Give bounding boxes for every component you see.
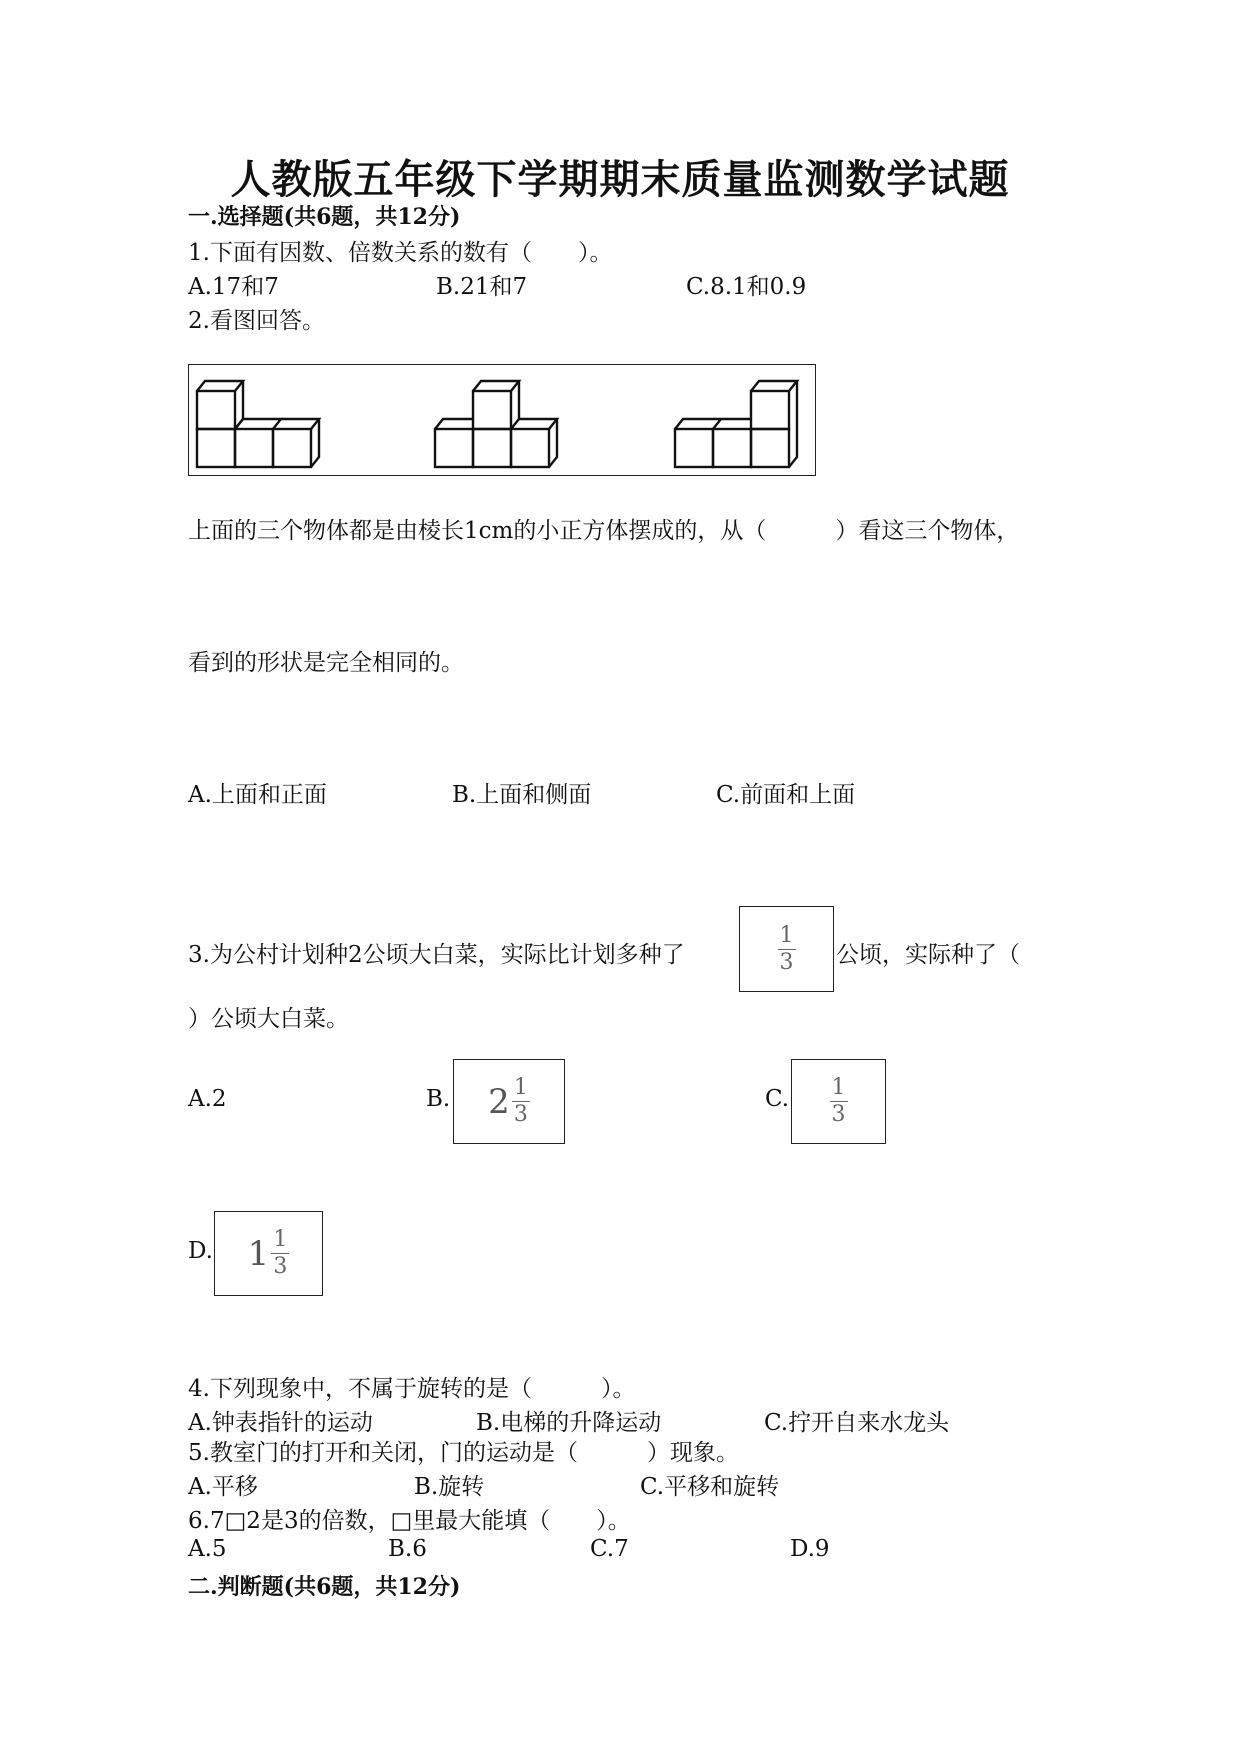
fraction-denominator: 3 xyxy=(273,1254,288,1279)
question-1-option-b: B.21和7 xyxy=(436,274,528,300)
fraction-numerator: 1 xyxy=(273,1227,288,1252)
question-3-option-b-label: B. xyxy=(426,1086,451,1112)
question-1-option-a: A.17和7 xyxy=(188,274,279,300)
question-3-option-b-image xyxy=(453,1059,565,1144)
question-2-option-b: B.上面和侧面 xyxy=(452,782,592,808)
question-3-option-d-label: D. xyxy=(188,1238,213,1264)
question-5-stem: 5.教室门的打开和关闭，门的运动是（ ）现象。 xyxy=(188,1440,739,1466)
question-1-option-c: C.8.1和0.9 xyxy=(686,274,807,300)
cube-figure-box xyxy=(188,364,816,476)
mixed-number-d xyxy=(248,1229,290,1278)
question-6-stem: 6.7□2是3的倍数，□里最大能填（ ）。 xyxy=(188,1508,631,1534)
mixed-whole: 2 xyxy=(488,1081,510,1122)
mixed-number-b xyxy=(488,1077,530,1126)
fraction-denominator: 3 xyxy=(513,1102,528,1127)
cube-group-1 xyxy=(197,381,319,467)
cube-figure xyxy=(189,365,815,475)
question-2-text-1: 上面的三个物体都是由棱长1cm的小正方体摆成的，从（ ）看这三个物体， xyxy=(188,518,1020,544)
fraction-numerator: 1 xyxy=(779,922,794,948)
mixed-whole: 1 xyxy=(247,1233,270,1274)
question-6-option-a: A.5 xyxy=(188,1536,227,1562)
fraction-denominator: 3 xyxy=(831,1102,846,1127)
question-6-option-c: C.7 xyxy=(590,1536,629,1562)
cube-group-2 xyxy=(435,381,557,467)
fraction-one-third xyxy=(830,1077,848,1126)
question-2-stem: 2.看图回答。 xyxy=(188,308,325,334)
question-1-stem: 1.下面有因数、倍数关系的数有（ ）。 xyxy=(188,240,613,266)
question-4-option-b: B.电梯的升降运动 xyxy=(476,1410,662,1436)
question-6-option-d: D.9 xyxy=(790,1536,830,1562)
fraction-numerator: 1 xyxy=(513,1075,528,1100)
question-3-option-a: A.2 xyxy=(188,1086,227,1112)
mixed-fraction xyxy=(512,1077,530,1126)
question-2-text-2: 看到的形状是完全相同的。 xyxy=(188,650,464,676)
question-5-option-c: C.平移和旋转 xyxy=(640,1474,780,1500)
fraction-one-third xyxy=(778,922,796,975)
question-4-option-c: C.拧开自来水龙头 xyxy=(764,1410,950,1436)
question-3-option-c-label: C. xyxy=(765,1086,790,1112)
question-3-fraction-image xyxy=(739,906,834,992)
question-5-option-a: A.平移 xyxy=(188,1474,258,1500)
question-2-option-c: C.前面和上面 xyxy=(716,782,856,808)
question-3-stem-part2: 公顷，实际种了（ xyxy=(836,942,1020,968)
section-heading-choice: 一.选择题(共6题，共12分) xyxy=(188,204,461,230)
question-3-option-d-image xyxy=(214,1211,323,1296)
question-2-option-a: A.上面和正面 xyxy=(188,782,327,808)
page-title: 人教版五年级下学期期末质量监测数学试题 xyxy=(230,156,1010,203)
question-3-option-c-image xyxy=(791,1059,886,1144)
question-3-stem-part1: 3.为公村计划种2公顷大白菜，实际比计划多种了 xyxy=(188,942,685,968)
fraction-denominator: 3 xyxy=(779,949,794,975)
question-4-stem: 4.下列现象中，不属于旋转的是（ ）。 xyxy=(188,1376,636,1402)
section-heading-judge: 二.判断题(共6题，共12分) xyxy=(188,1574,461,1600)
question-3-stem-line2: ）公顷大白菜。 xyxy=(188,1006,349,1032)
question-4-option-a: A.钟表指针的运动 xyxy=(188,1410,373,1436)
cube-group-3 xyxy=(675,381,797,467)
fraction-numerator: 1 xyxy=(831,1075,846,1100)
question-5-option-b: B.旋转 xyxy=(414,1474,485,1500)
question-6-option-b: B.6 xyxy=(388,1536,427,1562)
mixed-fraction xyxy=(271,1229,289,1278)
